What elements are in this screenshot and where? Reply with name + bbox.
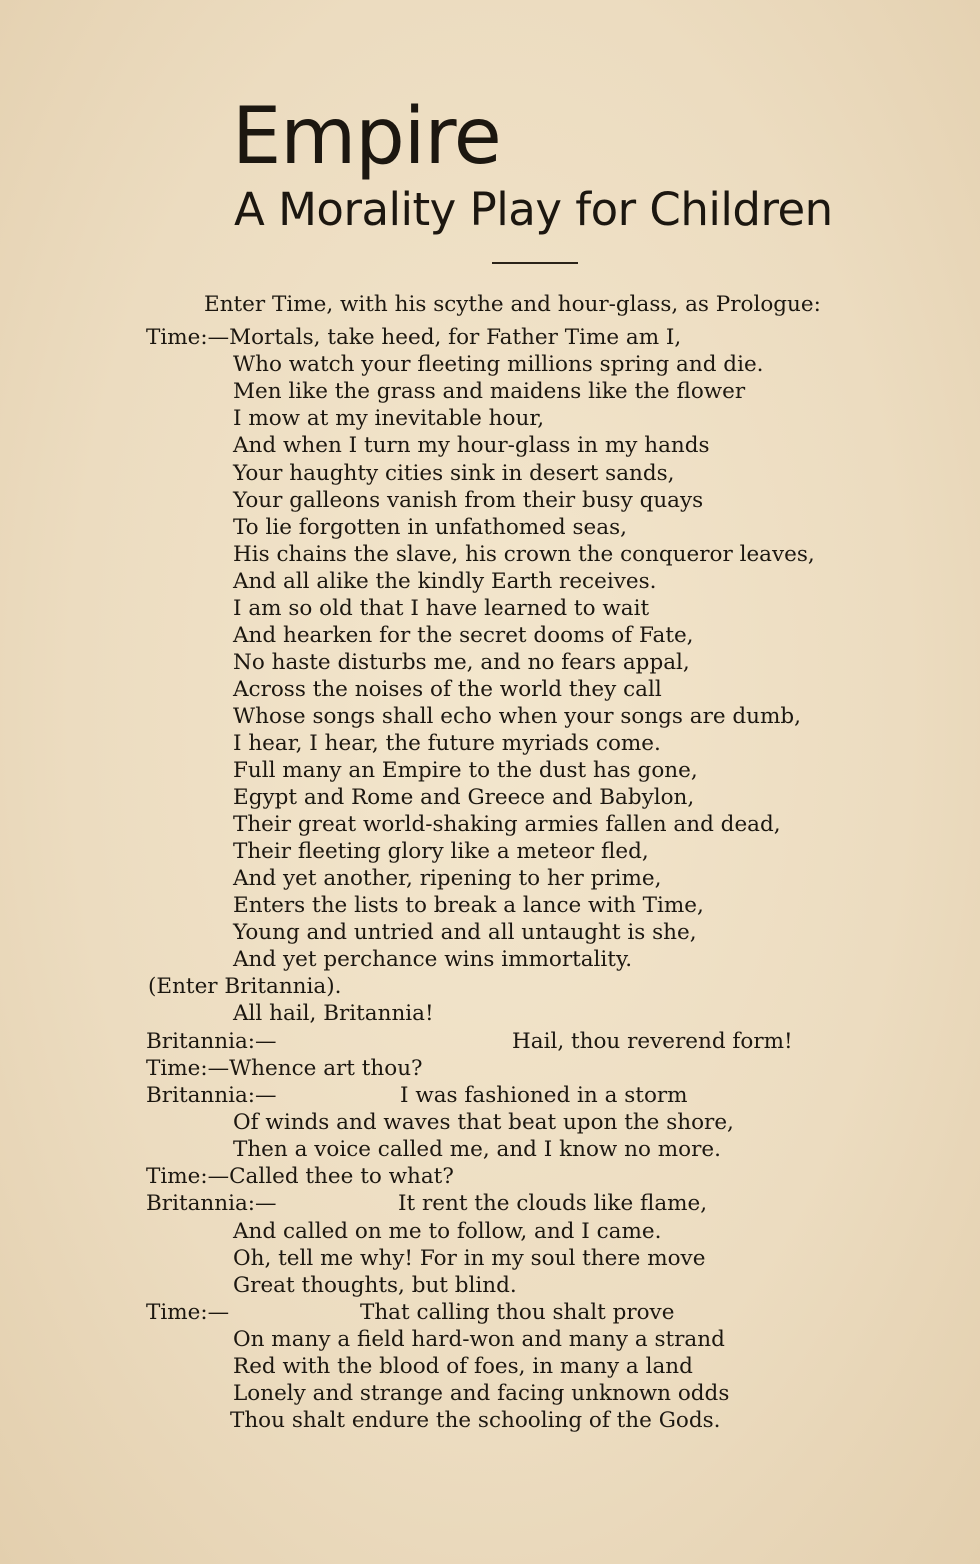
verse-line: And yet perchance wins immortality. — [233, 947, 633, 972]
verse-line: Your haughty cities sink in desert sands, — [233, 461, 675, 486]
verse-line: Oh, tell me why! For in my soul there move — [233, 1246, 706, 1271]
verse-line: And hearken for the secret dooms of Fate, — [233, 623, 694, 648]
speaker-name: Time:— — [146, 325, 230, 350]
verse-line: And when I turn my hour-glass in my hands — [233, 433, 710, 458]
verse-line: Across the noises of the world they call — [233, 677, 662, 702]
verse-line: Great thoughts, but blind. — [233, 1273, 517, 1298]
verse-line: And called on me to follow, and I came. — [233, 1219, 662, 1244]
verse-line: And yet another, ripening to her prime, — [233, 866, 662, 891]
verse-line: Then a voice called me, and I know no more. — [233, 1137, 721, 1162]
speech-text: Whence art thou? — [229, 1056, 423, 1081]
speech-line — [146, 324, 681, 351]
verse-line: Full many an Empire to the dust has gone, — [233, 758, 698, 783]
verse-line: I mow at my inevitable hour, — [233, 406, 545, 431]
stage-direction-enter: (Enter Britannia). — [148, 974, 342, 999]
speaker-name: Britannia:— — [146, 1029, 277, 1054]
speaker-name: Time:— — [146, 1164, 230, 1189]
verse-line: Their fleeting glory like a meteor fled, — [233, 839, 649, 864]
play-title: Empire — [232, 92, 501, 182]
speech-text: That calling thou shalt prove — [360, 1300, 675, 1325]
speech-text: Hail, thou reverend form! — [512, 1029, 793, 1054]
verse-line: And all alike the kindly Earth receives. — [233, 569, 657, 594]
play-subtitle: A Morality Play for Children — [234, 183, 833, 236]
speaker-name: Britannia:— — [146, 1191, 277, 1216]
speech-text: I was fashioned in a storm — [400, 1083, 688, 1108]
verse-line: His chains the slave, his crown the conqueror leaves, — [233, 542, 815, 567]
verse-line: I am so old that I have learned to wait — [233, 596, 650, 621]
verse-line: I hear, I hear, the future myriads come. — [233, 731, 661, 756]
verse-line: Thou shalt endure the schooling of the Gods. — [230, 1408, 721, 1433]
verse-line: On many a field hard-won and many a strand — [233, 1327, 725, 1352]
verse-line: Who watch your fleeting millions spring and die. — [233, 352, 764, 377]
speaker-name: Time:— — [146, 1056, 230, 1081]
verse-line: All hail, Britannia! — [233, 1001, 434, 1026]
verse-line: Lonely and strange and facing unknown odds — [233, 1381, 730, 1406]
speaker-name: Time:— — [146, 1300, 230, 1325]
verse-line: No haste disturbs me, and no fears appal, — [233, 650, 690, 675]
verse-line: Egypt and Rome and Greece and Babylon, — [233, 785, 695, 810]
verse-line: Men like the grass and maidens like the flower — [233, 379, 746, 404]
verse-line: Whose songs shall echo when your songs are dumb, — [233, 704, 802, 729]
speech-line — [146, 1163, 454, 1190]
speech-text: It rent the clouds like flame, — [398, 1191, 708, 1216]
verse-line: To lie forgotten in unfathomed seas, — [233, 515, 627, 540]
verse-line: Your galleons vanish from their busy quays — [233, 488, 704, 513]
title-divider — [492, 262, 578, 264]
verse-line: Red with the blood of foes, in many a land — [233, 1354, 693, 1379]
verse-line: Their great world-shaking armies fallen and dead, — [233, 812, 781, 837]
verse-line: Of winds and waves that beat upon the shore, — [233, 1110, 734, 1135]
speech-text: Called thee to what? — [229, 1164, 454, 1189]
verse-line: Enters the lists to break a lance with Time, — [233, 893, 704, 918]
verse-line: Young and untried and all untaught is she, — [233, 920, 697, 945]
speech-line — [146, 1055, 423, 1082]
speech-text: Mortals, take heed, for Father Time am I, — [229, 325, 682, 350]
speaker-name: Britannia:— — [146, 1083, 277, 1108]
stage-direction-prologue: Enter Time, with his scythe and hour-glass, as Prologue: — [204, 292, 821, 317]
